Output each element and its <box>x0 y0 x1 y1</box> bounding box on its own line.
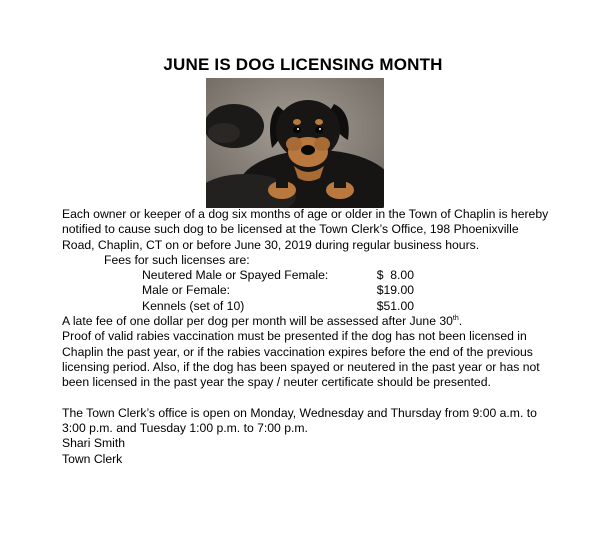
paragraph-spacer <box>62 391 552 406</box>
fee-label: Kennels (set of 10) <box>142 298 245 313</box>
notice-body <box>62 207 552 467</box>
late-fee-text: A late fee of one dollar per dog per month will be assessed after June 30 <box>62 314 453 329</box>
puppy-illustration <box>206 78 384 208</box>
fee-row <box>62 299 552 314</box>
puppy-photo <box>206 78 384 208</box>
late-fee-period: . <box>458 314 463 329</box>
fee-label: Male or Female: <box>142 283 231 298</box>
intro-paragraph: Each owner or keeper of a dog six months of age or older in the Town of Chaplin is hereby notified to cause such dog to be licensed at the Town Clerk’s Office, 198 Phoenixville Road, Chaplin, CT on or before June 30, 2019 during regular business hours. <box>62 207 549 252</box>
fees-intro: Fees for such licenses are: <box>104 252 250 267</box>
page-title: JUNE IS DOG LICENSING MONTH <box>163 55 443 74</box>
fee-row <box>62 283 552 298</box>
fee-price: $19.00 <box>376 283 414 298</box>
date-suffix: th <box>452 315 459 323</box>
signature-title: Town Clerk <box>62 451 123 466</box>
late-fee-paragraph <box>62 314 552 329</box>
hours-paragraph: The Town Clerk’s office is open on Monday, Wednesday and Thursday from 9:00 a.m. to 3:00 p.m. and Tuesday 1:00 p.m. to 7:00 p.m. <box>62 405 537 436</box>
fee-price: $51.00 <box>376 298 414 313</box>
rabies-paragraph: Proof of valid rabies vaccination must be presented if the dog has not been licensed in Chaplin the past year, or if the rabies vaccination expires before the end of the previous licensing period. Also, if the dog has been spayed or neutered in the past year or has not been licensed in the past year the spay / neuter certificate should be presented. <box>62 329 540 390</box>
signature-name: Shari Smith <box>62 436 125 451</box>
fee-price: $ 8.00 <box>376 268 414 283</box>
fee-label: Neutered Male or Spayed Female: <box>142 268 329 283</box>
fee-row <box>62 268 552 283</box>
